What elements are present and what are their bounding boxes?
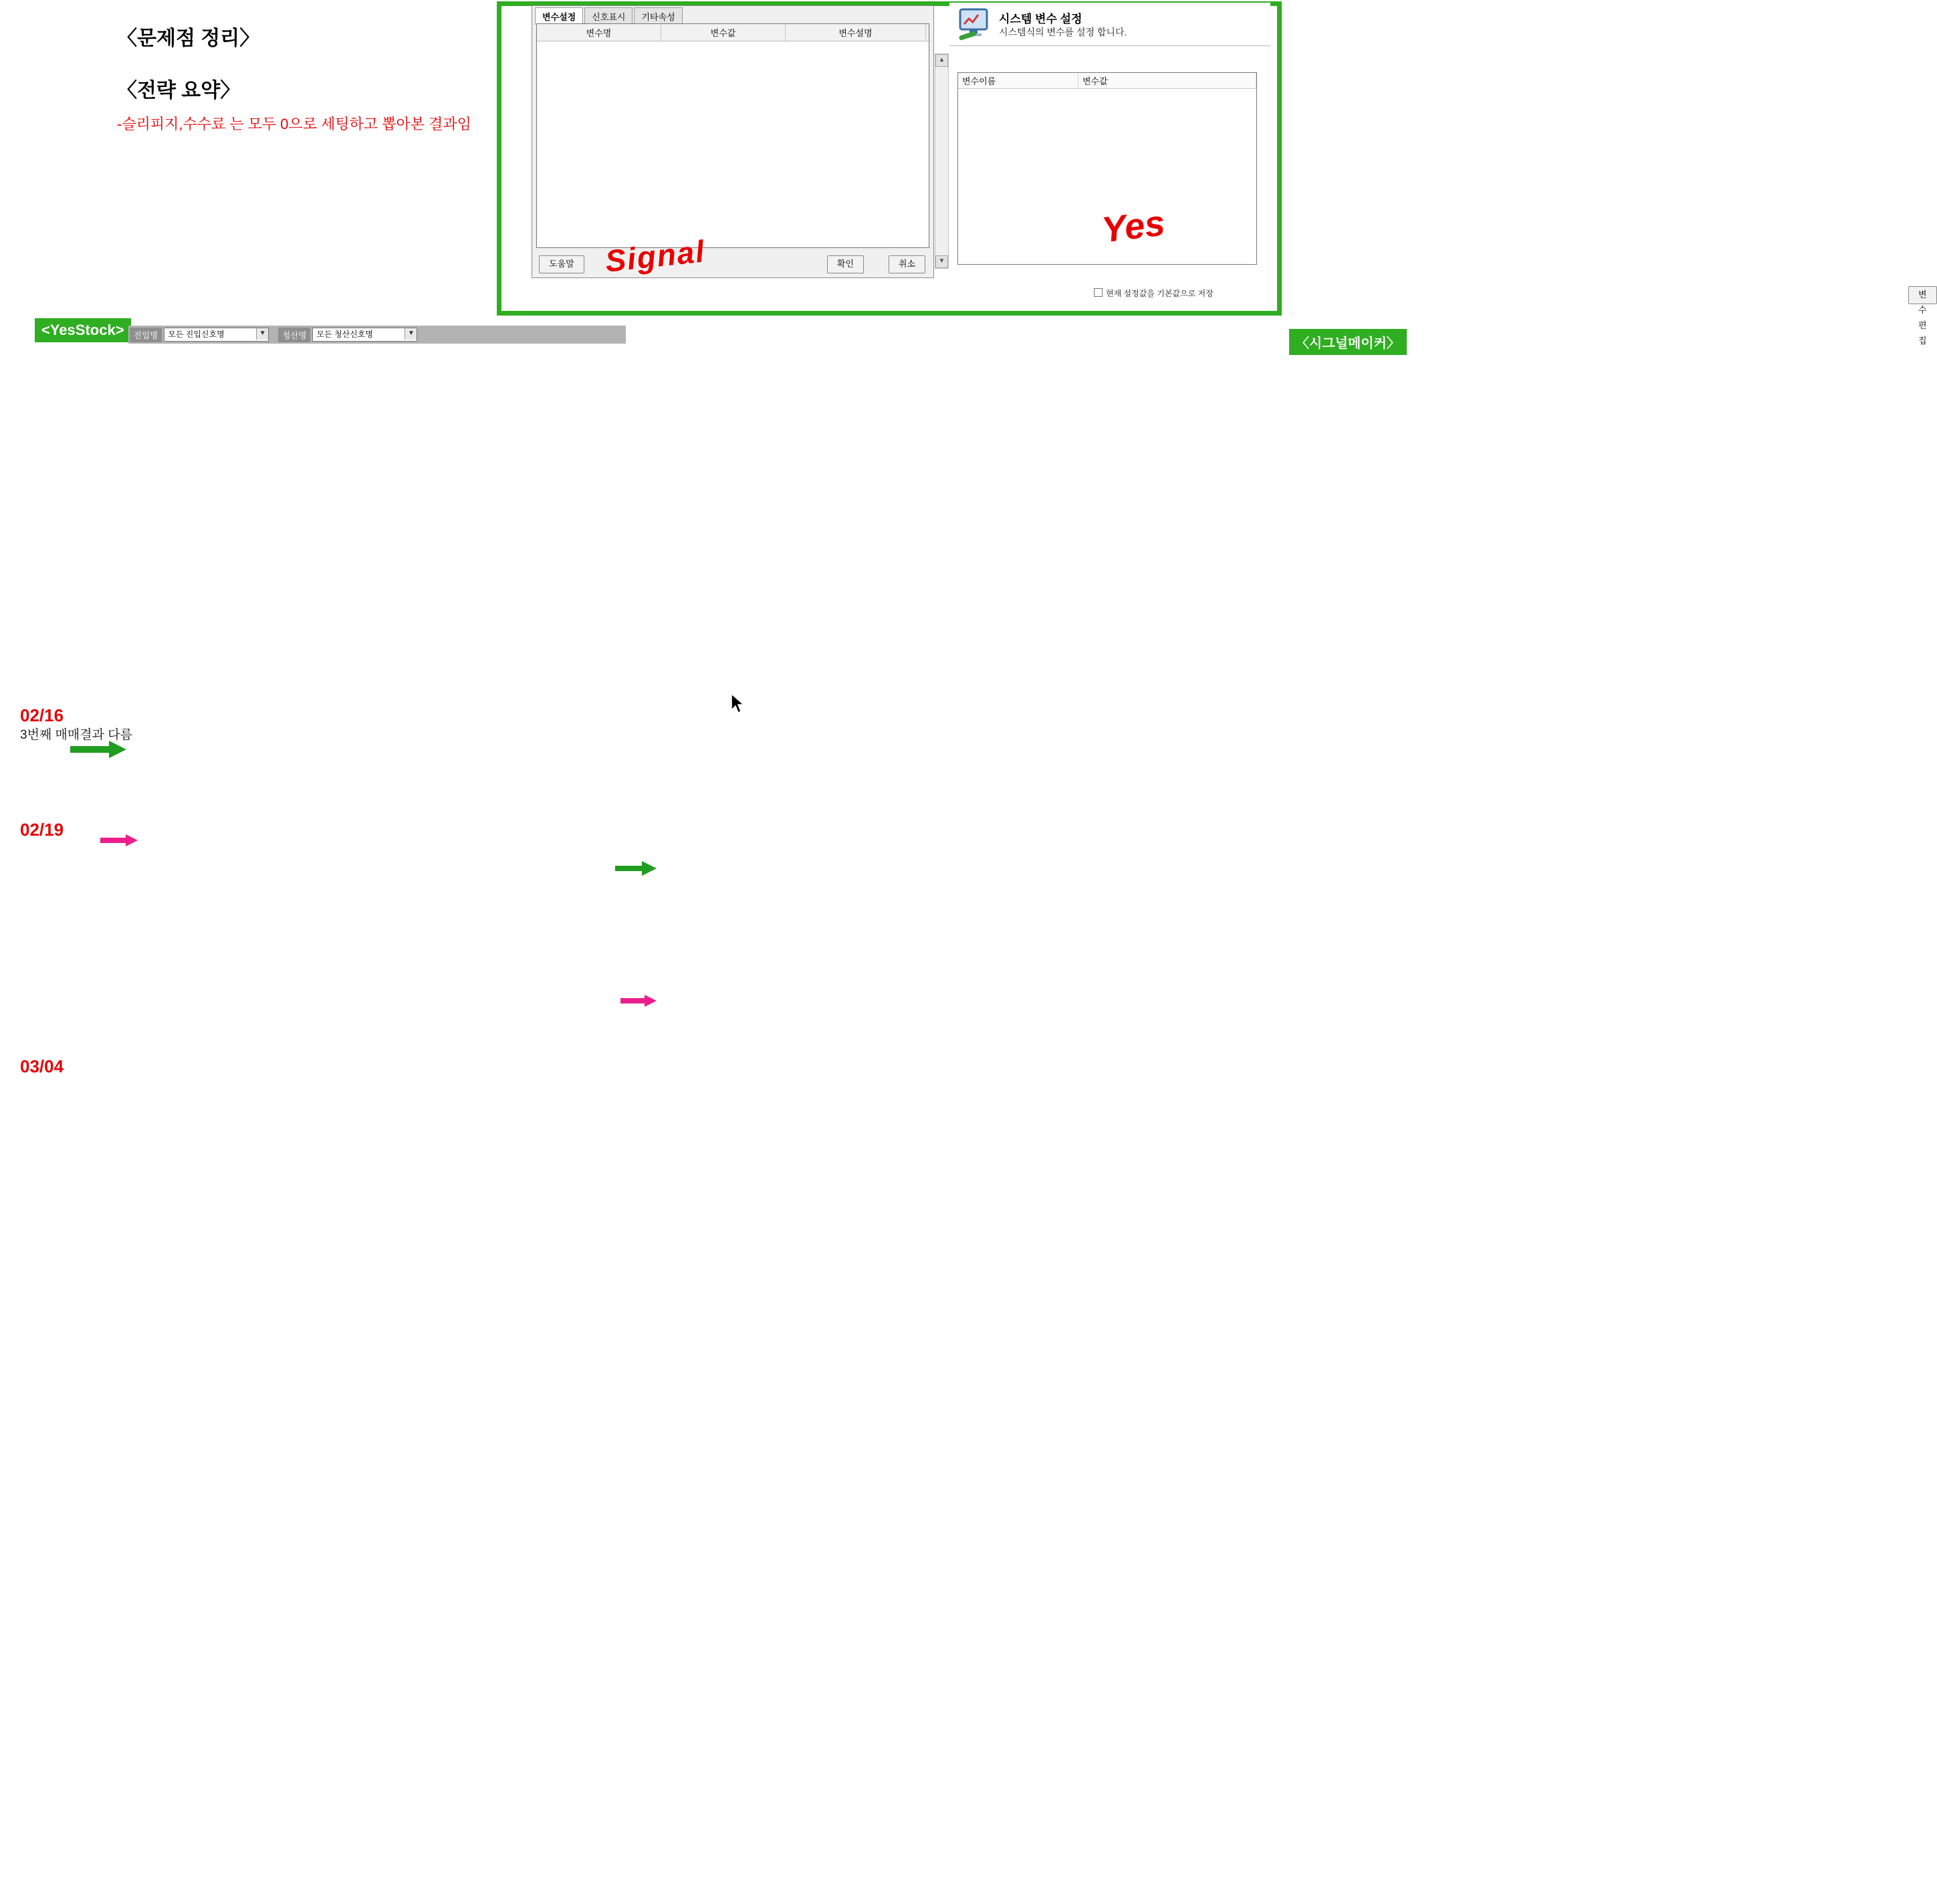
col-value: 변수값 [1078, 73, 1256, 88]
exit-name-value: 모든 청산신호명 [316, 330, 373, 339]
system-settings-icon [957, 7, 992, 41]
green-arrow-icon [615, 861, 657, 876]
dropdown-arrow-icon[interactable]: ▼ [256, 328, 268, 340]
handwritten-signal-annotation: Signal [603, 233, 707, 279]
help-button[interactable]: 도움말 [539, 255, 584, 273]
magenta-arrow-icon [620, 995, 657, 1007]
strategy-note-red: -슬리피지,수수료 는 모두 0으로 세팅하고 뽑아본 결과임 [117, 116, 471, 132]
annotation-date: 02/16 [20, 705, 64, 725]
tab-other-properties[interactable]: 기타속성 [634, 7, 682, 25]
problems-title: 〈문제점 정리〉 [117, 27, 260, 49]
tab-signal-display[interactable]: 신호표시 [584, 7, 633, 25]
mouse-cursor-icon [731, 694, 746, 714]
scroll-up-icon[interactable]: ▲ [935, 54, 948, 67]
col-var-desc: 변수설명 [786, 24, 926, 41]
scrollbar[interactable] [935, 53, 949, 269]
trade-filter-bar [128, 326, 626, 344]
dropdown-arrow-icon[interactable]: ▼ [405, 328, 417, 340]
entry-name-filter-label: 진입명 [130, 328, 162, 342]
entry-name-select[interactable] [164, 328, 269, 342]
annotation-date: 03/04 [20, 1056, 64, 1076]
strategy-title: 〈전략 요약〉 [117, 80, 241, 102]
checkbox-label: 현재 설정값을 기본값으로 저장 [1106, 289, 1214, 298]
notes-block [117, 12, 491, 134]
annotation-0304 [20, 1056, 64, 1077]
variable-table-header [537, 24, 929, 41]
save-default-checkbox[interactable] [1094, 287, 1214, 299]
dialog-title: 시스템 변수 설정 [999, 13, 1083, 25]
exit-name-select[interactable] [312, 328, 417, 342]
tab-variable-settings[interactable]: 변수설정 [535, 7, 583, 25]
green-arrow-icon [70, 741, 126, 758]
exit-name-filter-label: 청산명 [278, 328, 310, 342]
edit-variable-button[interactable]: 변수 편집 [1908, 286, 1937, 304]
signalmaker-label: 〈시그널메이커〉 [1289, 329, 1407, 355]
entry-name-value: 모든 진입신호명 [168, 330, 225, 339]
dialog-subtitle: 시스템식의 변수를 설정 합니다. [999, 27, 1127, 37]
divider [949, 45, 1270, 46]
checkbox-icon[interactable] [1094, 288, 1103, 297]
col-var-value: 변수값 [661, 24, 786, 41]
yesstock-label: <YesStock> [35, 318, 131, 342]
annotation-line: 3번째 매매결과 다름 [20, 728, 132, 742]
annotation-0219 [20, 820, 64, 840]
col-var-name: 변수명 [537, 24, 661, 41]
magenta-arrow-icon [100, 834, 138, 846]
variable-table [536, 23, 929, 248]
scroll-down-icon[interactable]: ▼ [935, 255, 948, 268]
variable-settings-dialog [532, 5, 934, 278]
annotation-0216 [20, 705, 132, 744]
handwritten-yes-annotation: Yes [1099, 203, 1167, 251]
annotation-date: 02/19 [20, 820, 64, 840]
cancel-button[interactable]: 취소 [889, 255, 925, 273]
col-name: 변수이름 [958, 73, 1078, 88]
ok-button[interactable]: 확인 [827, 255, 864, 273]
yesstock-trade-table [128, 326, 626, 344]
system-variable-list-header [958, 73, 1256, 89]
dialog-left-tabs [535, 7, 684, 25]
